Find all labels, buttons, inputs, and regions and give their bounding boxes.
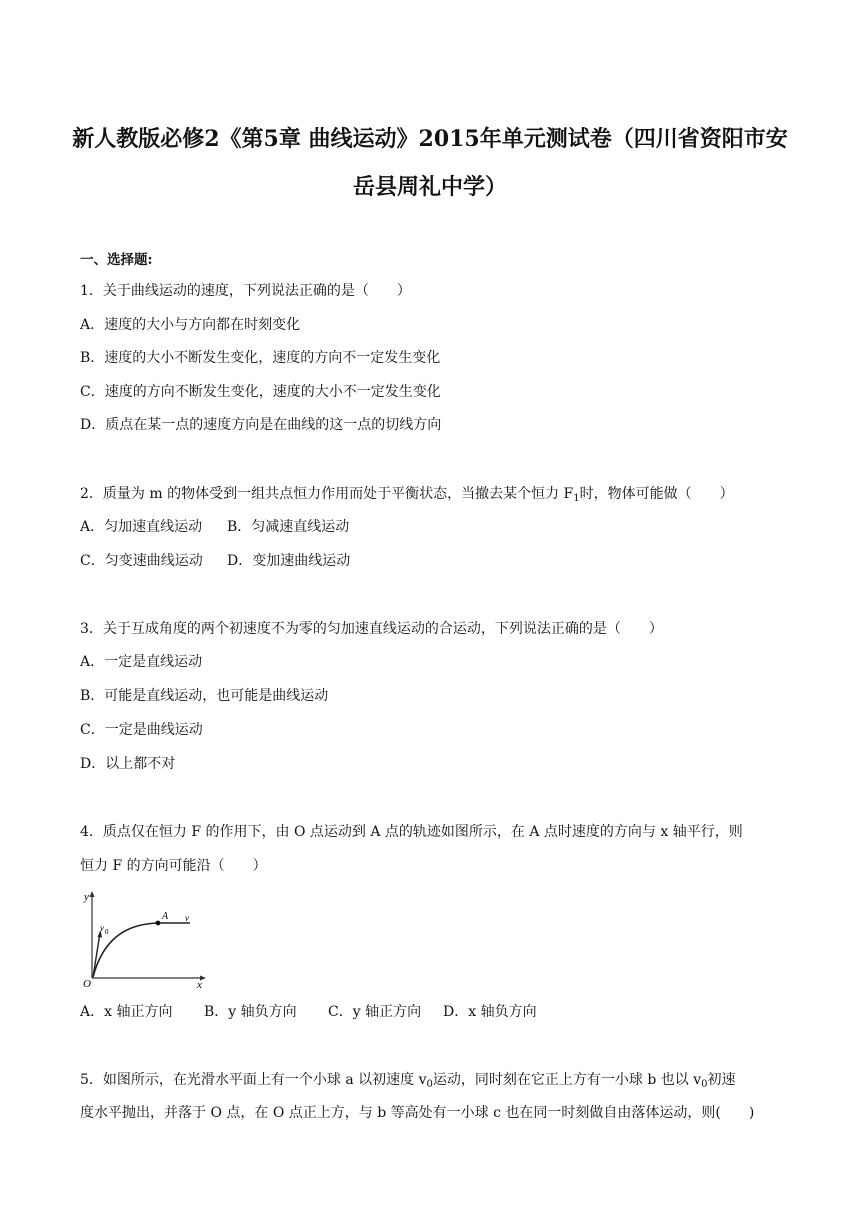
y-axis-arrow	[90, 891, 95, 897]
q4-options	[80, 1002, 537, 1022]
q4-option-c: C．y 轴正方向	[328, 1004, 422, 1020]
y-axis-label: y	[84, 891, 89, 903]
q5-stem-line-2: 度水平抛出，并落于 O 点，在 O 点正上方，与 b 等高处有一小球 c 也在同一时刻做自由落体运动，则( )	[80, 1105, 755, 1121]
q2-stem-text: 2．质量为 m 的物体受到一组共点恒力作用而处于平衡状态，当撤去某个恒力 F	[80, 486, 574, 502]
point-a-label: A	[162, 911, 169, 922]
q4-option-d: D．x 轴负方向	[443, 1004, 537, 1020]
q4-option-b: B．y 轴负方向	[204, 1004, 297, 1020]
origin-label: O	[83, 978, 91, 988]
trajectory-figure	[80, 888, 210, 988]
v-label: v	[185, 913, 189, 923]
q1-option-b: B．速度的大小不断发生变化，速度的方向不一定发生变化	[80, 350, 441, 366]
q2-stem-subscript: 1	[573, 493, 580, 504]
q5-subscript-1: 0	[426, 1079, 433, 1090]
q2-option-d: D．变加速曲线运动	[227, 553, 351, 569]
q1-stem: 1．关于曲线运动的速度，下列说法正确的是（ ）	[80, 283, 411, 299]
q1-option-c: C．速度的方向不断发生变化，速度的大小不一定发生变化	[80, 384, 441, 400]
q4-stem-line-2: 恒力 F 的方向可能沿（ ）	[80, 858, 267, 874]
section-heading: 一、选择题:	[80, 252, 153, 268]
q5-text-3: 初速	[707, 1072, 736, 1088]
v0-label-subscript: 0	[105, 928, 109, 936]
q2-option-a: A．匀加速直线运动	[80, 519, 203, 535]
q2-stem	[80, 484, 734, 504]
v0-label: v	[100, 923, 104, 933]
q2-option-b: B．匀减速直线运动	[227, 519, 350, 535]
title-line-2: 岳县周礼中学）	[352, 174, 507, 200]
q2-option-c: C．匀变速曲线运动	[80, 553, 203, 569]
q3-option-d: D．以上都不对	[80, 756, 176, 772]
q5-stem-line-1	[80, 1070, 736, 1090]
q2-options-row-1	[80, 517, 349, 537]
q3-option-a: A．一定是直线运动	[80, 654, 203, 670]
velocity-v0-arrow	[93, 933, 100, 977]
q2-options-row-2	[80, 551, 350, 571]
page-title	[60, 115, 800, 211]
q5-text-1: 5．如图所示，在光滑水平面上有一个小球 a 以初速度 v	[80, 1072, 427, 1088]
q4-option-a: A．x 轴正方向	[80, 1004, 173, 1020]
q4-stem-line-1: 4．质点仅在恒力 F 的作用下，由 O 点运动到 A 点的轨迹如图所示，在 A 点时速度的方向与 x 轴平行，则	[80, 824, 743, 840]
q5-text-2: 运动，同时刻在它正上方有一小球 b 也以 v	[432, 1072, 702, 1088]
q1-option-a: A．速度的大小与方向都在时刻变化	[80, 317, 301, 333]
q3-option-c: C．一定是曲线运动	[80, 722, 203, 738]
title-line-1: 新人教版必修2《第5章 曲线运动》2015年单元测试卷（四川省资阳市安	[72, 126, 788, 152]
q3-option-b: B．可能是直线运动，也可能是曲线运动	[80, 688, 329, 704]
q1-option-d: D．质点在某一点的速度方向是在曲线的这一点的切线方向	[80, 417, 442, 433]
q2-stem-tail: 时，物体可能做（ ）	[579, 486, 734, 502]
x-axis-label: x	[197, 979, 202, 988]
q5-subscript-2: 0	[701, 1079, 708, 1090]
point-a-dot	[156, 921, 161, 926]
q3-stem: 3．关于互成角度的两个初速度不为零的匀加速直线运动的合运动，下列说法正确的是（ ）	[80, 621, 663, 637]
